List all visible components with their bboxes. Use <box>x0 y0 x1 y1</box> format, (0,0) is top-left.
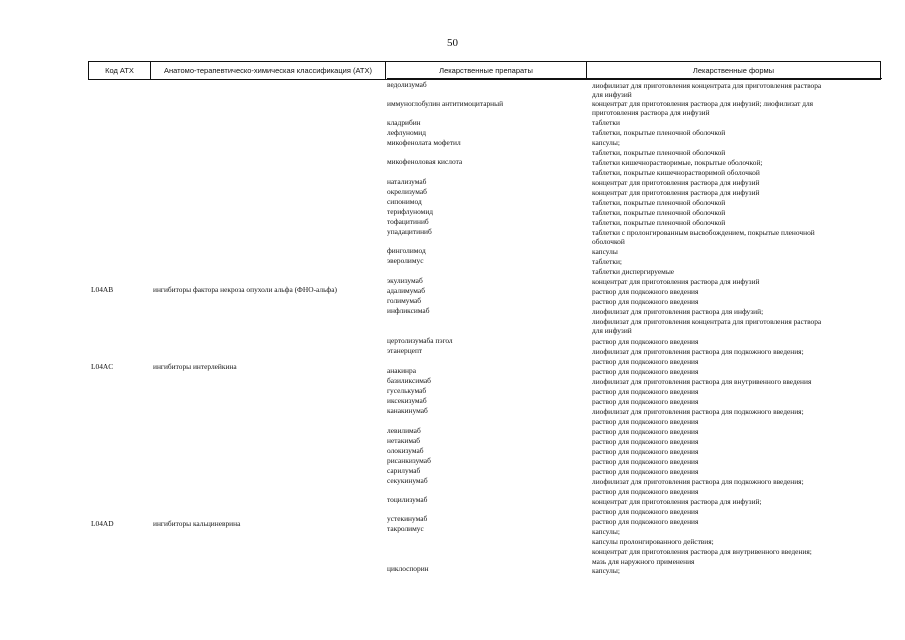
form-line: лиофилизат для приготовления раствора для подкожного введения; <box>592 347 804 356</box>
form-line: раствор для подкожного введения <box>592 447 699 456</box>
group-name: ингибиторы кальциневрина <box>153 519 241 528</box>
form-line: раствор для подкожного введения <box>592 297 699 306</box>
drug-name: анакинра <box>387 366 416 375</box>
drug-name: левилимаб <box>387 426 421 435</box>
drug-name: терифлуномид <box>387 207 434 216</box>
drug-name: канакинумаб <box>387 406 428 415</box>
drug-name: секукинумаб <box>387 476 428 485</box>
group-code: L04AC <box>91 362 114 371</box>
form-line: капсулы; <box>592 566 620 575</box>
form-line: таблетки, покрытые пленочной оболочкой <box>592 208 726 217</box>
drug-name: циклоспорин <box>387 564 429 573</box>
drug-name: рисанкизумаб <box>387 456 431 465</box>
drug-name: ведолизумаб <box>387 80 427 89</box>
form-line: капсулы <box>592 247 618 256</box>
form-line: концентрат для приготовления раствора для инфузий <box>592 188 760 197</box>
form-line: приготовления раствора для инфузий <box>592 108 710 117</box>
drug-name: цертолизумаба пэгол <box>387 336 453 345</box>
form-line: раствор для подкожного введения <box>592 417 699 426</box>
form-line: концентрат для приготовления раствора для инфузий; лиофилизат для <box>592 99 814 108</box>
form-line: концентрат для приготовления раствора для инфузий <box>592 277 760 286</box>
header-drugs: Лекарственные препараты <box>385 62 586 79</box>
drug-name: натализумаб <box>387 177 427 186</box>
form-line: концентрат для приготовления раствора для инфузий <box>592 178 760 187</box>
drug-name: адалимумаб <box>387 286 425 295</box>
group-name: ингибиторы интерлейкина <box>153 362 237 371</box>
drug-name: тофацитиниб <box>387 217 429 226</box>
form-line: лиофилизат для приготовления раствора для инфузий; <box>592 307 764 316</box>
drug-name: нетакимаб <box>387 436 421 445</box>
drug-name: окрелизумаб <box>387 187 427 196</box>
form-line: концентрат для приготовления раствора для внутривенного введения; <box>592 547 812 556</box>
drug-name: инфликсимаб <box>387 306 430 315</box>
drug-name: микофеноловая кислота <box>387 157 463 166</box>
drug-name: такролимус <box>387 524 424 533</box>
form-line: капсулы пролонгированного действия; <box>592 537 714 546</box>
form-line: раствор для подкожного введения <box>592 507 699 516</box>
group-code: L04AD <box>91 519 114 528</box>
form-line: раствор для подкожного введения <box>592 337 699 346</box>
form-line: мазь для наружного применения <box>592 557 695 566</box>
header-code: Код АТХ <box>88 62 150 79</box>
drug-name: базиликсимаб <box>387 376 431 385</box>
form-line: капсулы; <box>592 527 620 536</box>
form-line: таблетки, покрытые пленочной оболочкой <box>592 148 726 157</box>
form-line: раствор для подкожного введения <box>592 437 699 446</box>
form-line: для инфузий <box>592 326 632 335</box>
form-line: оболочкой <box>592 237 625 246</box>
header-forms: Лекарственные формы <box>586 62 881 79</box>
form-line: лиофилизат для приготовления концентрата для приготовления раствора <box>592 317 822 326</box>
drug-name: устекинумаб <box>387 514 428 523</box>
drug-name: кладрибин <box>387 118 421 127</box>
drug-name: этанерцепт <box>387 346 423 355</box>
form-line: лиофилизат для приготовления раствора для внутривенного введения <box>592 377 812 386</box>
form-line: раствор для подкожного введения <box>592 367 699 376</box>
header-atc: Анатомо-терапевтическо-химическая классификация (АТХ) <box>150 62 385 79</box>
form-line: таблетки <box>592 118 620 127</box>
table-rule <box>387 78 882 79</box>
drug-name: тоцилизумаб <box>387 495 428 504</box>
form-line: таблетки; <box>592 257 622 266</box>
form-line: лиофилизат для приготовления раствора для подкожного введения; <box>592 407 804 416</box>
drug-name: голимумаб <box>387 296 422 305</box>
drug-name: олокизумаб <box>387 446 424 455</box>
form-line: раствор для подкожного введения <box>592 287 699 296</box>
form-line: раствор для подкожного введения <box>592 487 699 496</box>
group-name: ингибиторы фактора некроза опухоли альфа (ФНО-альфа) <box>153 285 337 294</box>
form-line: таблетки, покрытые пленочной оболочкой <box>592 218 726 227</box>
form-line: таблетки с пролонгированным высвобождением, покрытые пленочной <box>592 228 815 237</box>
form-line: раствор для подкожного введения <box>592 517 699 526</box>
form-line: раствор для подкожного введения <box>592 387 699 396</box>
form-line: капсулы; <box>592 138 620 147</box>
drug-name: иксекизумаб <box>387 396 427 405</box>
form-line: раствор для подкожного введения <box>592 427 699 436</box>
drug-name: гуселькумаб <box>387 386 427 395</box>
form-line: таблетки, покрытые кишечнорастворимой оболочкой <box>592 168 760 177</box>
drug-name: упадацитиниб <box>387 227 432 236</box>
group-code: L04AB <box>91 285 114 294</box>
form-line: раствор для подкожного введения <box>592 467 699 476</box>
form-line: раствор для подкожного введения <box>592 457 699 466</box>
form-line: концентрат для приготовления раствора для инфузий; <box>592 497 762 506</box>
drug-name: микофенолата мофетил <box>387 138 461 147</box>
drug-name: эверолимус <box>387 256 424 265</box>
drug-name: иммуноглобулин антитимоцитарный <box>387 99 504 108</box>
drug-name: экулизумаб <box>387 276 423 285</box>
form-line: таблетки диспергируемые <box>592 267 675 276</box>
drug-name: сипонимод <box>387 197 422 206</box>
form-line: раствор для подкожного введения <box>592 357 699 366</box>
page-number: 50 <box>447 37 458 49</box>
form-line: раствор для подкожного введения <box>592 397 699 406</box>
form-line: таблетки, покрытые пленочной оболочкой <box>592 198 726 207</box>
form-line: лиофилизат для приготовления раствора для подкожного введения; <box>592 477 804 486</box>
drug-name: финголимод <box>387 246 426 255</box>
form-line: таблетки кишечнорастворимые, покрытые оболочкой; <box>592 158 763 167</box>
form-line: лиофилизат для приготовления концентрата для приготовления раствора <box>592 81 822 90</box>
form-line: таблетки, покрытые пленочной оболочкой <box>592 128 726 137</box>
drug-name: сарилумаб <box>387 466 421 475</box>
form-line: для инфузий <box>592 90 632 99</box>
drug-name: лефлуномид <box>387 128 426 137</box>
